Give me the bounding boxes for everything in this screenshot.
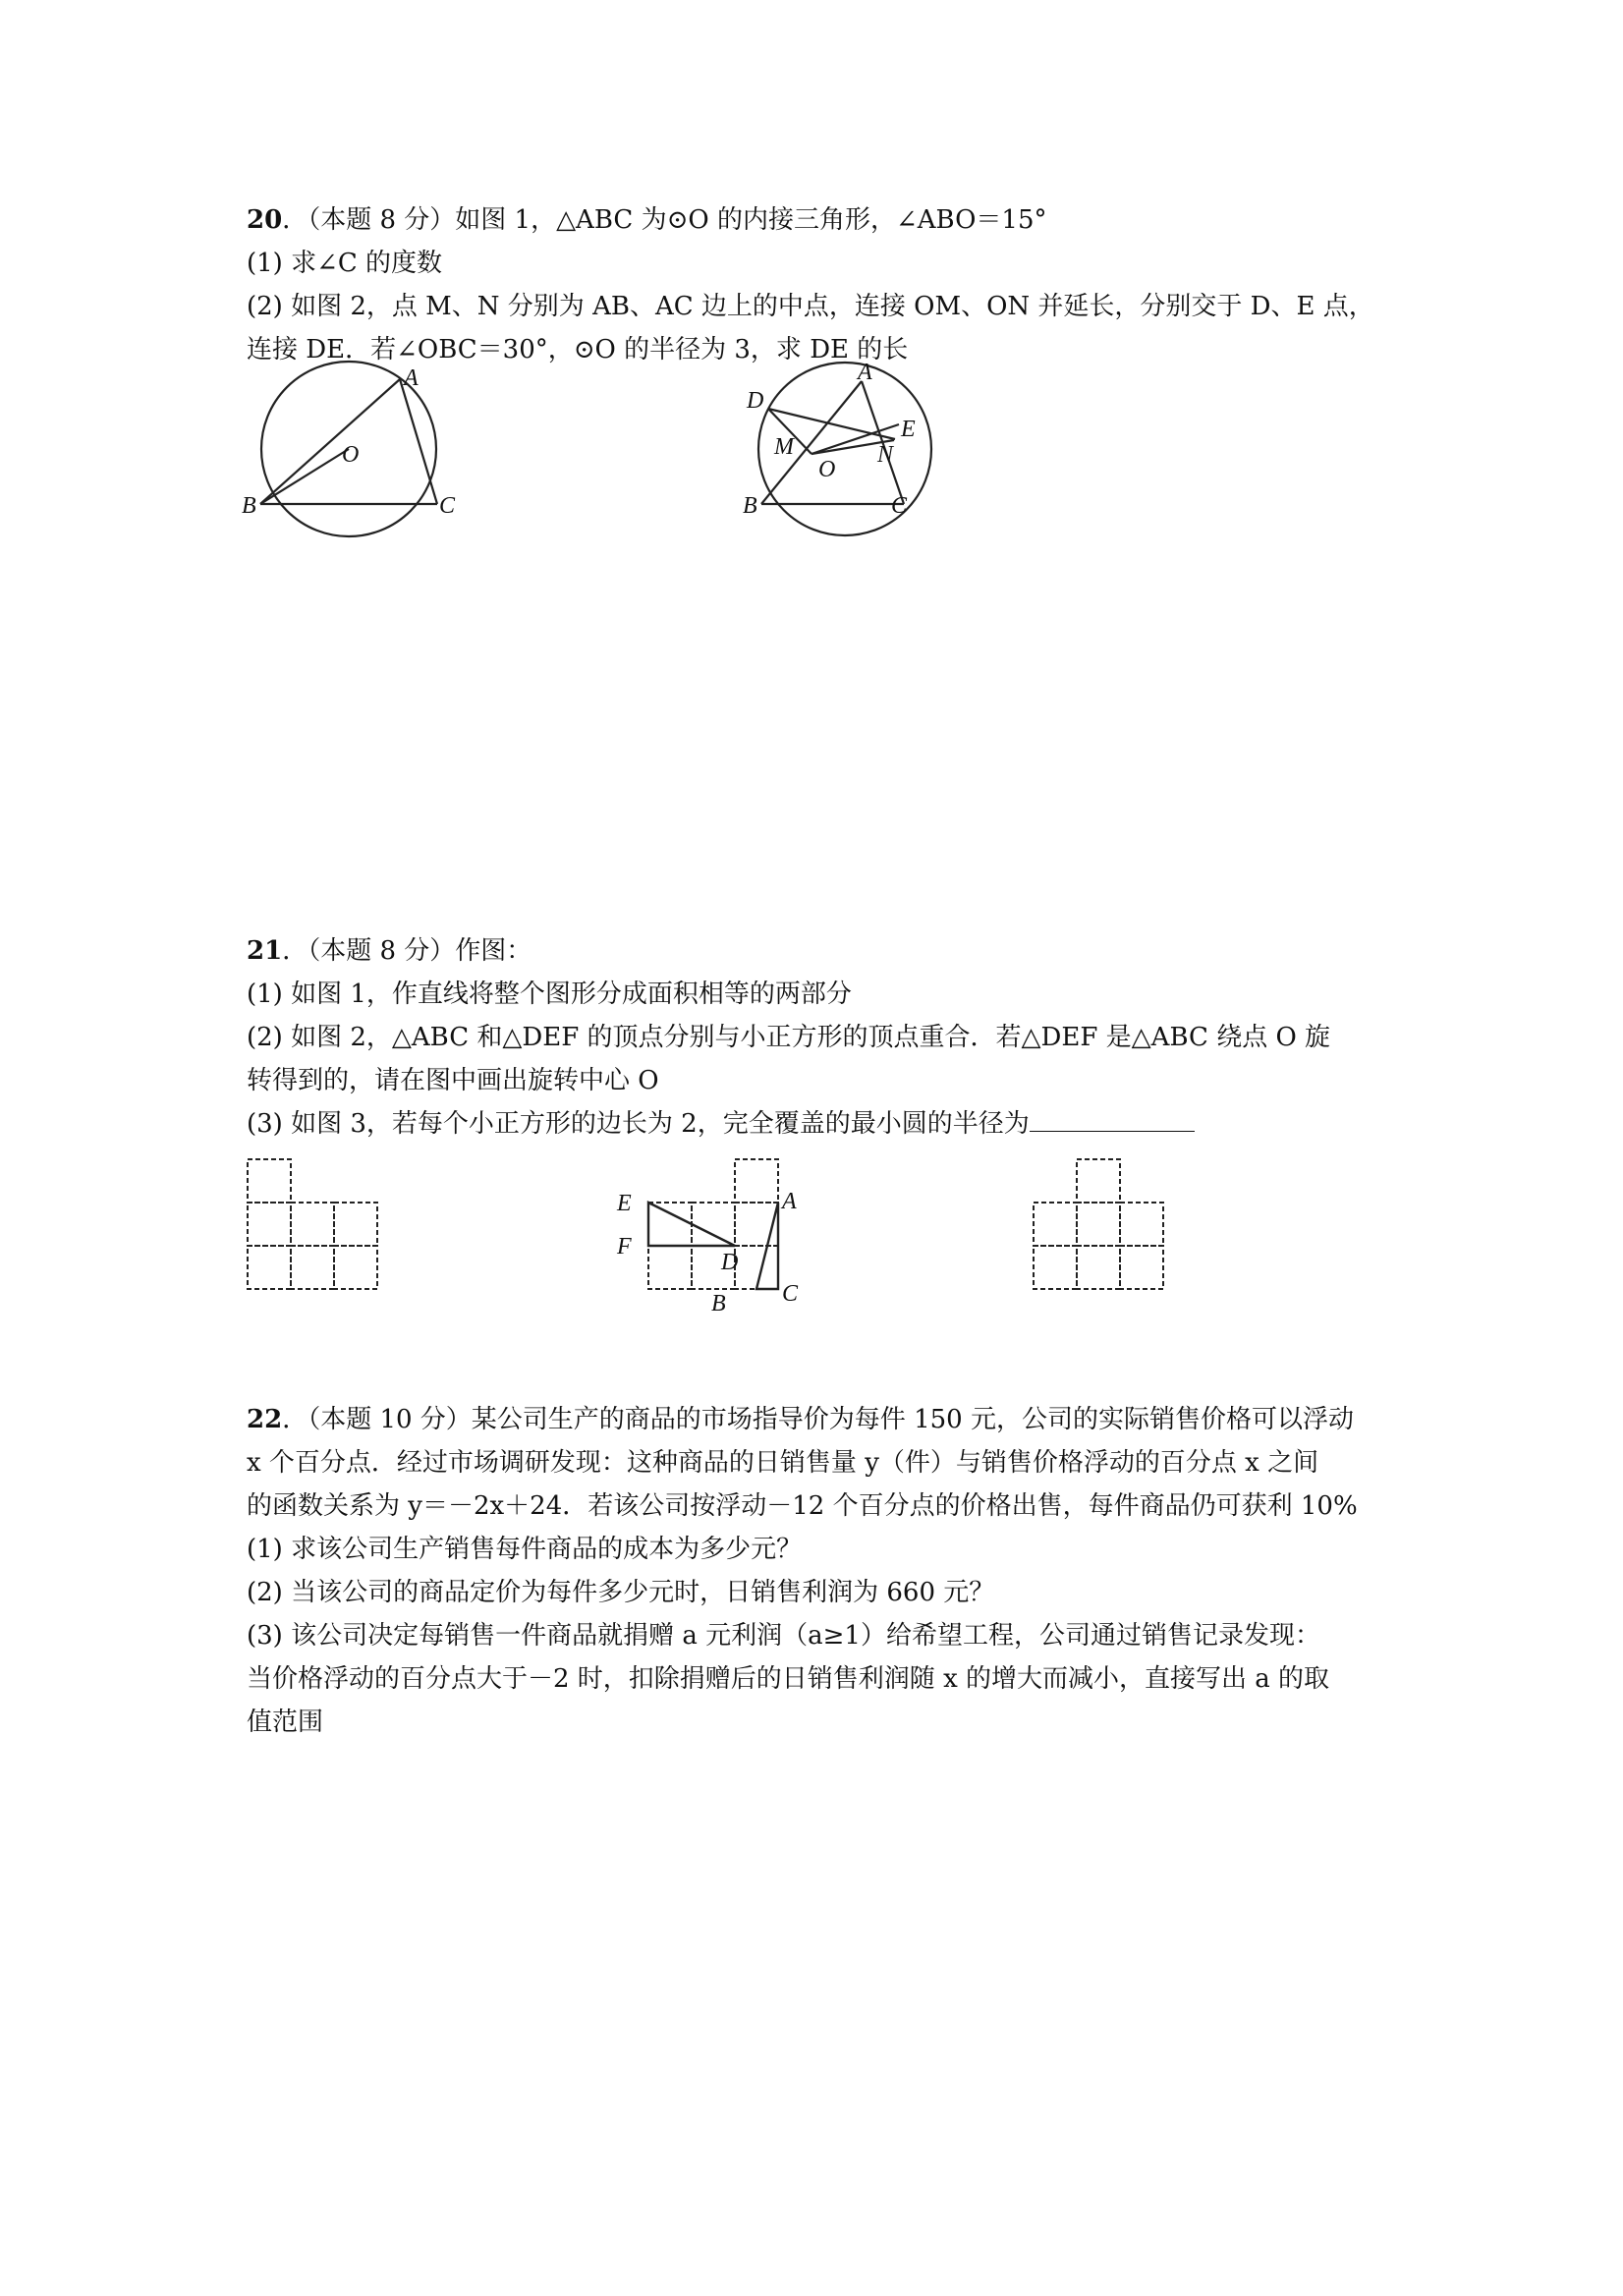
q21-number: 21 [247, 936, 283, 966]
q20-figure-2 [737, 360, 963, 531]
q20-number: 20 [247, 205, 283, 235]
q22-line3: 的函数关系为 y＝－2x＋24．若该公司按浮动－12 个百分点的价格出售，每件商品仍可获利 10% [247, 1491, 1358, 1521]
q20-part1: (1) 求∠C 的度数 [247, 249, 443, 278]
grid2-label-B: B [711, 1291, 726, 1316]
grid2-label-D: D [721, 1250, 739, 1275]
fig2-label-N: N [877, 442, 894, 468]
grid2-label-A: A [782, 1189, 797, 1214]
q22-part1: (1) 求该公司生产销售每件商品的成本为多少元？ [247, 1535, 803, 1564]
fig2-label-E: E [901, 417, 916, 442]
fig2-label-O: O [818, 457, 836, 482]
fig2-label-B: B [743, 493, 757, 519]
q20-title: 20．（本题 8 分）如图 1，△ABC 为⊙O 的内接三角形，∠ABO＝15° [247, 205, 1047, 235]
answer-blank[interactable] [1030, 1105, 1195, 1132]
q21-title: 21．（本题 8 分）作图： [247, 936, 532, 966]
q20-figure-1 [236, 364, 462, 531]
grid2-label-C: C [782, 1281, 799, 1307]
q20-part2-line1: (2) 如图 2，点 M、N 分别为 AB、AC 边上的中点，连接 OM、ON 并延长，分别交于 D、E 点， [247, 292, 1374, 321]
q21-figure-3 [1022, 1149, 1179, 1307]
q22-line2: x 个百分点．经过市场调研发现：这种商品的日销售量 y（件）与销售价格浮动的百分点 x 之间 [247, 1448, 1319, 1478]
fig2-label-D: D [747, 388, 764, 414]
fig1-label-O: O [342, 442, 360, 468]
q22-part2: (2) 当该公司的商品定价为每件多少元时，日销售利润为 660 元？ [247, 1578, 995, 1607]
q22-part3-line1: (3) 该公司决定每销售一件商品就捐赠 a 元利润（a≥1）给希望工程，公司通过销售记录发现： [247, 1621, 1320, 1651]
q22-title: 22．（本题 10 分）某公司生产的商品的市场指导价为每件 150 元，公司的实际销售价格可以浮动 [247, 1405, 1354, 1434]
fig1-label-C: C [439, 493, 456, 519]
q21-part2-line2: 转得到的，请在图中画出旋转中心 O [247, 1066, 659, 1095]
q21-figure-1 [236, 1149, 393, 1307]
grid2-label-F: F [617, 1234, 632, 1260]
q22-number: 22 [247, 1405, 283, 1434]
fig1-label-A: A [404, 365, 419, 391]
q21-part2-line1: (2) 如图 2，△ABC 和△DEF 的顶点分别与小正方形的顶点重合．若△DEF 是△ABC 绕点 O 旋 [247, 1023, 1331, 1052]
fig2-label-C: C [891, 493, 908, 519]
q22-part3-line2: 当价格浮动的百分点大于－2 时，扣除捐赠后的日销售利润随 x 的增大而减小，直接写出 a 的取 [247, 1664, 1330, 1694]
fig2-label-M: M [774, 434, 794, 460]
q20-part2-line2: 连接 DE．若∠OBC＝30°，⊙O 的半径为 3，求 DE 的长 [247, 335, 909, 364]
q21-figure-2 [609, 1149, 825, 1326]
fig2-label-A: A [858, 360, 872, 385]
fig1-label-B: B [242, 493, 256, 519]
q21-part1: (1) 如图 1，作直线将整个图形分成面积相等的两部分 [247, 980, 852, 1009]
q22-part3-line3: 值范围 [247, 1708, 324, 1737]
q21-part3: (3) 如图 3，若每个小正方形的边长为 2，完全覆盖的最小圆的半径为 [247, 1104, 1396, 1144]
grid2-label-E: E [617, 1191, 632, 1216]
